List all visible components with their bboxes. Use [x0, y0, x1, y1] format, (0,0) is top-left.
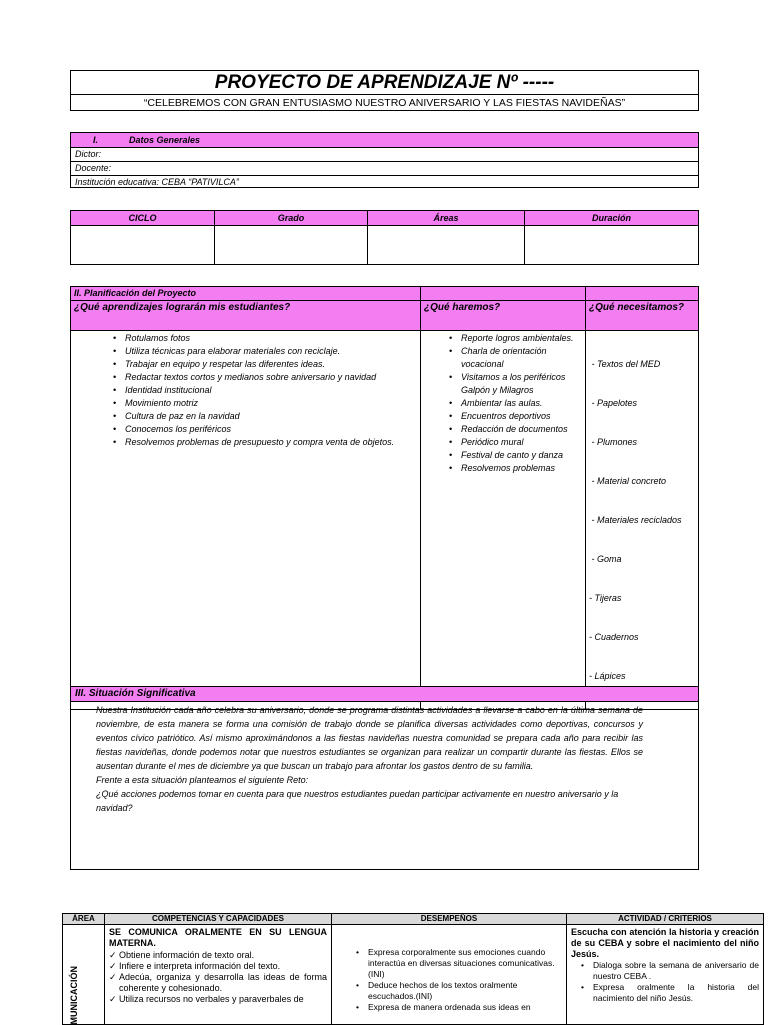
- list-item: • Cultura de paz en la navidad: [125, 410, 417, 423]
- plan-col-necesitamos: ¿Qué necesitamos?: [586, 301, 699, 331]
- datos-title: Datos Generales: [129, 135, 201, 145]
- list-item: - Textos del MED: [589, 359, 661, 369]
- actividad-title: Escucha con atención la historia y creación de su CEBA y sobre el nacimiento del niño Jesús.: [571, 927, 759, 959]
- situacion-reto-intro: Frente a esta situación planteamos el siguiente Reto:: [96, 775, 309, 785]
- list-item: • Redactar textos cortos y medianos sobre aniversario y navidad: [125, 371, 417, 384]
- list-item: • Expresa corporalmente sus emociones cuando interactúa en diversas situaciones comunicativas.(INI): [368, 947, 560, 980]
- list-item: - Papelotes: [589, 398, 638, 408]
- haremos-cell: [421, 331, 586, 710]
- datos-heading: [71, 133, 698, 148]
- list-item: • Trabajar en equipo y respetar las diferentes ideas.: [125, 358, 417, 371]
- situacion-box: [70, 686, 699, 870]
- list-item: • Redacción de documentos: [461, 423, 582, 436]
- competencia-cell: [105, 925, 332, 1025]
- title-box: [70, 70, 699, 111]
- aprendizajes-cell: [71, 331, 421, 710]
- list-item: ✓ Adecúa, organiza y desarrolla las ideas de forma coherente y cohesionado.: [109, 972, 327, 994]
- list-item: - Material concreto: [589, 476, 667, 486]
- list-item: • Rotulamos fotos: [125, 332, 417, 345]
- datos-director: Dictor:: [71, 148, 698, 162]
- list-item: - Goma: [589, 554, 622, 564]
- list-item: • Movimiento motriz: [125, 397, 417, 410]
- planificacion-table: [70, 286, 699, 710]
- datos-institucion: Institución educativa: CEBA “PATIVILCA”: [75, 177, 239, 187]
- competencias-table: [62, 913, 764, 1025]
- list-item: • Deduce hechos de los textos oralmente escuchados.(INI): [368, 980, 560, 1002]
- desempenos-cell: [332, 925, 567, 1025]
- actividad-cell: [567, 925, 764, 1025]
- cell-grado: [215, 226, 368, 265]
- list-item: • Resolvemos problemas de presupuesto y compra venta de objetos.: [125, 436, 417, 449]
- list-item: • Encuentros deportivos: [461, 410, 582, 423]
- list-item: - Plumones: [589, 437, 638, 447]
- header-areas: Áreas: [368, 211, 525, 226]
- list-item: ✓ Obtiene información de texto oral.: [109, 950, 327, 961]
- competencia-title: SE COMUNICA ORALMENTE EN SU LENGUA MATERNA.: [109, 927, 327, 948]
- situacion-paragraph: Nuestra Institución cada año celebra su aniversario, donde se programa distintas actividades a llevarse a cabo en la última semana de noviembre, de esta manera se forma una comisión de trabajo donde se planifica diversas actividades como deportivas, concursos y eventos cívico patriótico. Así mismo aproximándonos a las fiestas navideñas nuestra comunidad se prepara cada año para recibir las fiestas navideñas, donde podemos notar que nuestros estudiantes se organizan para realizar un compartir durante las fiestas. Ellos se ausentan durante el mes de diciembre ya que buscan un trabajo para afrontar los gastos dentro de su familia.: [96, 705, 643, 771]
- list-item: - Materiales reciclados: [589, 515, 682, 525]
- cell-areas: [368, 226, 525, 265]
- list-item: - Tijeras: [589, 593, 622, 603]
- list-item: • Periódico mural: [461, 436, 582, 449]
- list-item: ✓ Utiliza recursos no verbales y paraverbales de: [109, 994, 327, 1005]
- list-item: • Expresa oralmente la historia del nacimiento del niño Jesús.: [593, 982, 759, 1004]
- datos-num: I.: [93, 135, 99, 145]
- list-item: • Visitamos a los periféricos Galpón y Milagros: [461, 371, 582, 397]
- area-cell: [63, 925, 105, 1025]
- header-grado: Grado: [215, 211, 368, 226]
- list-item: • Charla de orientación vocacional: [461, 345, 582, 371]
- page-title: PROYECTO DE APRENDIZAJE Nº -----: [71, 71, 698, 95]
- header-area: ÁREA: [63, 914, 105, 925]
- necesitamos-cell: [586, 331, 699, 710]
- list-item: • Conocemos los periféricos: [125, 423, 417, 436]
- cell-ciclo: [71, 226, 215, 265]
- situacion-reto: ¿Qué acciones podemos tomar en cuenta para que nuestros estudiantes puedan participar activamente en nuestro aniversario y la navidad?: [96, 789, 619, 813]
- cell-duracion: [525, 226, 699, 265]
- list-item: • Expresa de manera ordenada sus ideas en: [368, 1002, 560, 1013]
- header-actividad: ACTIVIDAD / CRITERIOS: [567, 914, 764, 925]
- plan-heading-blank-3: [586, 287, 699, 301]
- header-duracion: Duración: [525, 211, 699, 226]
- page-subtitle: “CELEBREMOS CON GRAN ENTUSIASMO NUESTRO ANIVERSARIO Y LAS FIESTAS NAVIDEÑAS”: [143, 97, 626, 109]
- list-item: • Reporte logros ambientales.: [461, 332, 582, 345]
- info-table: [70, 210, 699, 265]
- plan-heading-blank-2: [421, 287, 586, 301]
- header-ciclo: CICLO: [71, 211, 215, 226]
- situacion-heading: III. Situación Significativa: [71, 687, 698, 702]
- header-competencias: COMPETENCIAS Y CAPACIDADES: [105, 914, 332, 925]
- plan-col-aprendizajes: ¿Qué aprendizajes lograrán mis estudiantes?: [71, 301, 421, 331]
- list-item: • Dialoga sobre la semana de aniversario de nuestro CEBA .: [593, 960, 759, 982]
- list-item: • Festival de canto y danza: [461, 449, 582, 462]
- list-item: • Ambientar las aulas.: [461, 397, 582, 410]
- area-label: MUNICACIÓN: [69, 965, 79, 1024]
- plan-col-haremos: ¿Qué haremos?: [421, 301, 586, 331]
- situacion-body: [71, 702, 698, 815]
- datos-generales: [70, 132, 699, 188]
- header-desempenos: DESEMPEÑOS: [332, 914, 567, 925]
- plan-heading: II. Planificación del Proyecto: [71, 287, 421, 301]
- list-item: ✓ Infiere e interpreta información del texto.: [109, 961, 327, 972]
- list-item: • Identidad institucional: [125, 384, 417, 397]
- list-item: - Lápices: [589, 671, 626, 681]
- list-item: • Utiliza técnicas para elaborar materiales con reciclaje.: [125, 345, 417, 358]
- list-item: - Cuadernos: [589, 632, 639, 642]
- list-item: • Resolvemos problemas: [461, 462, 582, 475]
- datos-docente: Docente:: [71, 162, 698, 176]
